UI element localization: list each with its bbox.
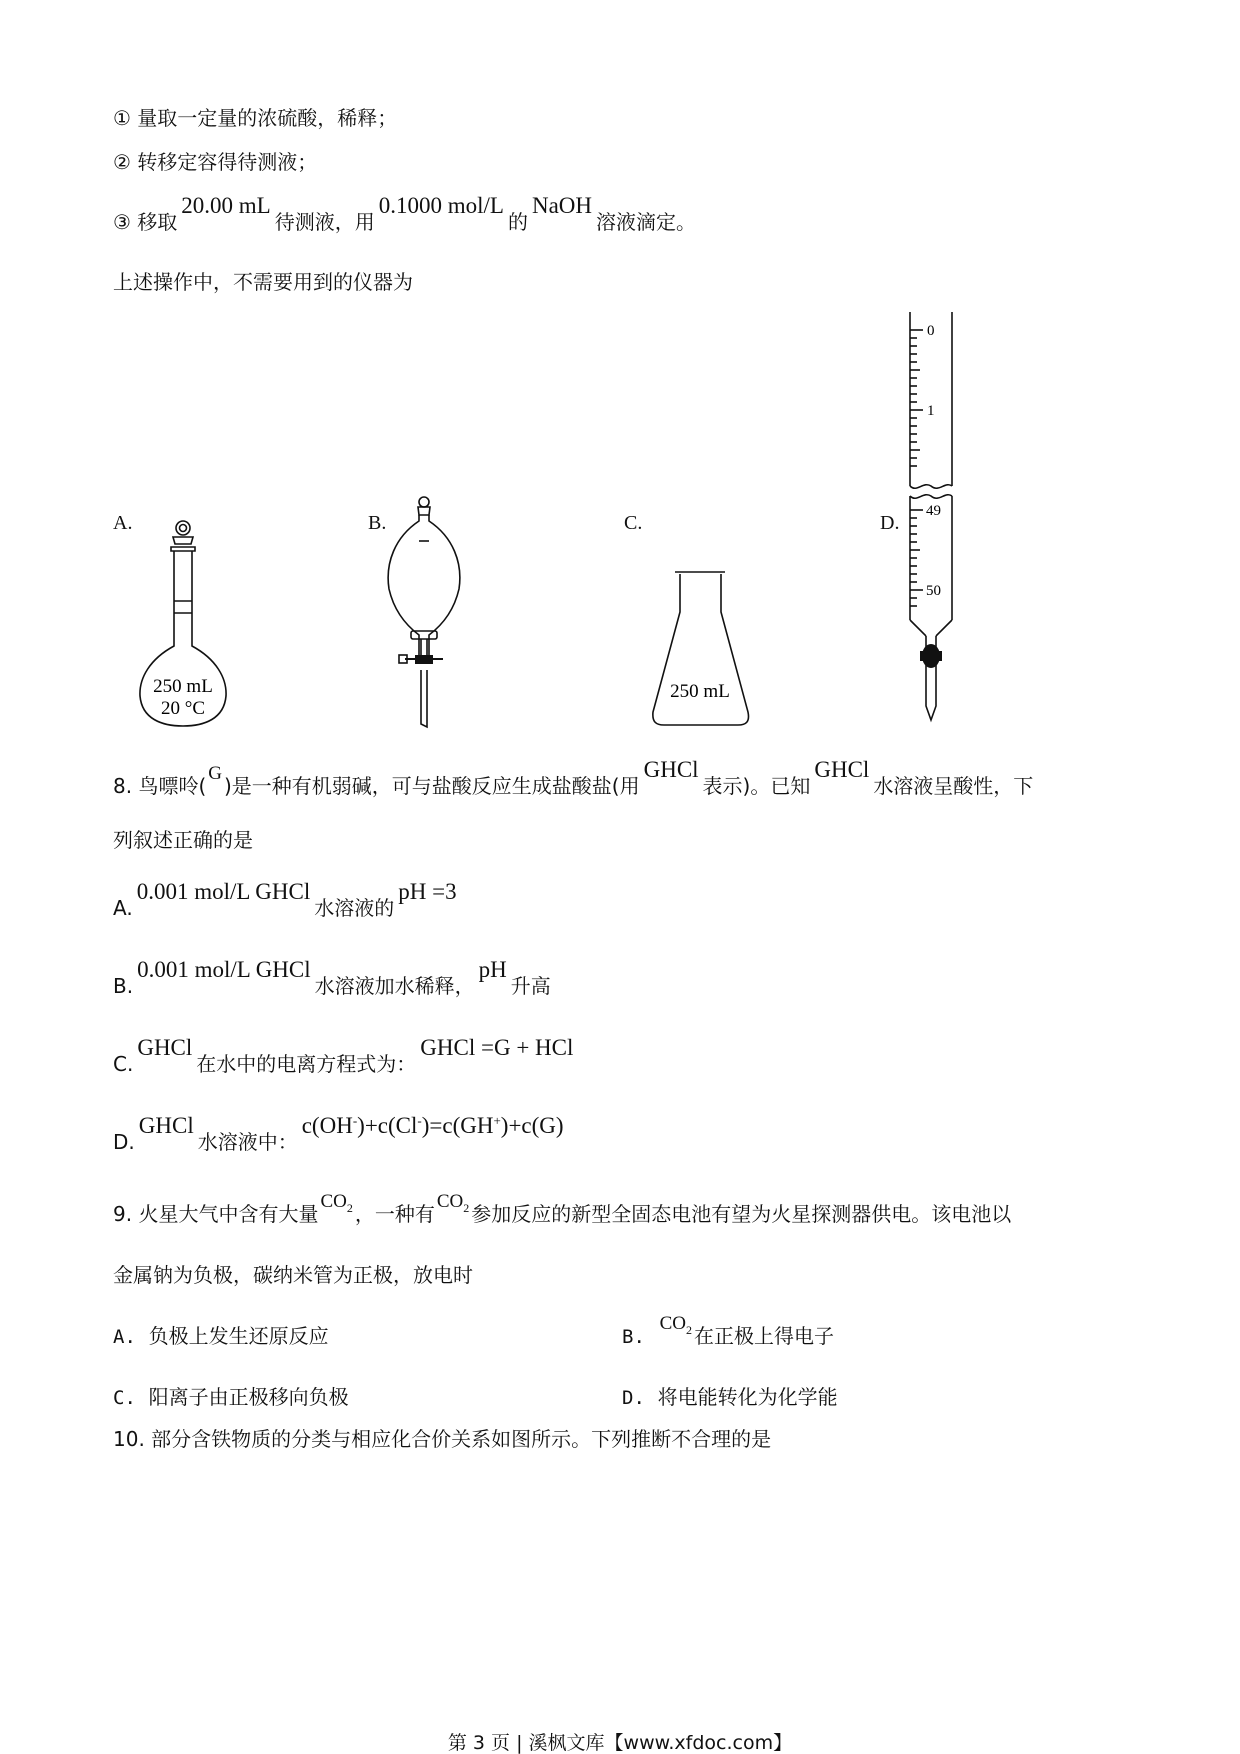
option-b-label: B. <box>368 512 387 534</box>
separatory-funnel-icon <box>385 495 465 730</box>
option-d-label: D. <box>880 512 900 534</box>
q9-co2-formula-2: $CO_2$ <box>436 1191 470 1215</box>
q8-option-a-formula-1: 0.001 mol/L GHCl <box>136 879 311 904</box>
volumetric-flask-icon <box>140 515 240 730</box>
flask-temp-label: 20 °C <box>160 698 206 719</box>
q8-option-a-formula-2: pH =3 <box>398 879 457 904</box>
q8-option-d-formula-1: GHCl <box>138 1113 194 1138</box>
q8-text-d: 水溶液呈酸性，下 <box>873 774 1034 798</box>
q8-option-b <box>113 957 551 998</box>
burette-mark-1: 1 <box>927 403 935 419</box>
q8-option-c-label: C. <box>113 1052 134 1076</box>
q8-option-b-formula-2: pH <box>478 957 507 982</box>
q8-option-b-formula-1: 0.001 mol/L GHCl <box>137 957 311 982</box>
q8-option-a-text: 水溶液的 <box>314 896 395 920</box>
step-3-text-b: 待测液，用 <box>274 210 375 234</box>
question-8-stem <box>113 757 1034 798</box>
q8-option-c-formula-1: GHCl <box>137 1035 193 1060</box>
q8-option-b-label: B. <box>113 974 134 998</box>
option-c-label: C. <box>624 512 643 534</box>
burette-icon <box>905 310 965 730</box>
question-7-prompt: 上述操作中，不需要用到的仪器为 <box>113 270 413 294</box>
q9-text-c: 参加反应的新型全固态电池有望为火星探测器供电。该电池以 <box>471 1202 1012 1226</box>
step-3-text-d: 溶液滴定。 <box>596 210 697 234</box>
q9-option-b-label: B. <box>622 1326 645 1348</box>
burette-mark-0: 0 <box>927 323 935 339</box>
q8-option-c <box>113 1035 577 1076</box>
q9-option-c-label: C. <box>113 1387 136 1409</box>
question-10-stem: 10. 部分含铁物质的分类与相应化合价关系如图所示。下列推断不合理的是 <box>113 1427 772 1451</box>
step-3 <box>113 193 697 234</box>
naoh-formula: NaOH <box>531 193 593 218</box>
q9-option-c-text: 阳离子由正极移向负极 <box>148 1385 349 1409</box>
q8-option-b-text: 水溶液加水稀释， <box>314 974 475 998</box>
q8-option-b-text-2: 升高 <box>510 974 551 998</box>
q9-option-a-text: 负极上发生还原反应 <box>148 1324 329 1348</box>
option-a-label: A. <box>113 512 133 534</box>
burette-mark-49: 49 <box>926 503 941 519</box>
q8-ghcl-formula-1: GHCl <box>643 757 699 782</box>
flask-volume-label: 250 mL <box>153 676 213 697</box>
q9-option-b-text: 在正极上得电子 <box>694 1324 835 1348</box>
q9-option-a <box>113 1326 329 1347</box>
erlenmeyer-flask-icon <box>650 570 755 728</box>
q8-option-d-text: 水溶液中： <box>197 1130 298 1154</box>
volume-formula: 20.00 mL <box>181 193 271 218</box>
q8-option-c-formula-2: GHCl =G + HCl <box>420 1035 574 1060</box>
q9-text-b: ，一种有 <box>354 1202 435 1226</box>
burette-mark-50: 50 <box>926 583 941 599</box>
q8-option-d-formula-2: c(OH-)+c(Cl-)=c(GH+)+c(G) <box>301 1113 564 1138</box>
erlenmeyer-volume-label: 250 mL <box>670 681 730 702</box>
q8-ghcl-formula-2: GHCl <box>814 757 870 782</box>
question-9-stem <box>113 1191 1012 1226</box>
q9-text-a: 9. 火星大气中含有大量 <box>113 1202 319 1226</box>
step-3-text-c: 的 <box>507 210 528 234</box>
q9-option-b-formula: $CO_2$ <box>659 1313 693 1337</box>
q9-option-c <box>113 1387 349 1408</box>
q8-text-c: 表示)。已知 <box>702 774 811 798</box>
q8-option-a-label: A. <box>113 896 133 920</box>
q8-text-b: )是一种有机弱碱，可与盐酸反应生成盐酸盐(用 <box>223 774 640 798</box>
q9-option-d-label: D. <box>622 1387 645 1409</box>
q9-option-d-text: 将电能转化为化学能 <box>657 1385 838 1409</box>
q8-option-d <box>113 1113 568 1154</box>
q8-g-formula: G <box>208 763 222 784</box>
q9-option-a-label: A. <box>113 1326 136 1348</box>
page-footer: 第 3 页 | 溪枫文库【www.xfdoc.com】 <box>447 1732 793 1754</box>
question-9-stem-line-2: 金属钠为负极，碳纳米管为正极，放电时 <box>113 1263 473 1287</box>
q8-text-a: 8. 鸟嘌呤( <box>113 774 207 798</box>
question-8-stem-line-2: 列叙述正确的是 <box>113 828 253 852</box>
step-2: ② 转移定容得待测液； <box>113 150 318 174</box>
q8-option-a <box>113 879 461 920</box>
step-1: ① 量取一定量的浓硫酸，稀释； <box>113 106 398 130</box>
q8-option-d-label: D. <box>113 1130 135 1154</box>
q8-option-c-text: 在水中的电离方程式为： <box>196 1052 417 1076</box>
q9-co2-formula-1: $CO_2$ <box>320 1191 353 1215</box>
step-3-text-a: ③ 移取 <box>113 210 178 234</box>
concentration-formula: 0.1000 mol/L <box>378 193 504 218</box>
q9-option-b <box>622 1313 835 1348</box>
q9-option-d <box>622 1387 838 1408</box>
